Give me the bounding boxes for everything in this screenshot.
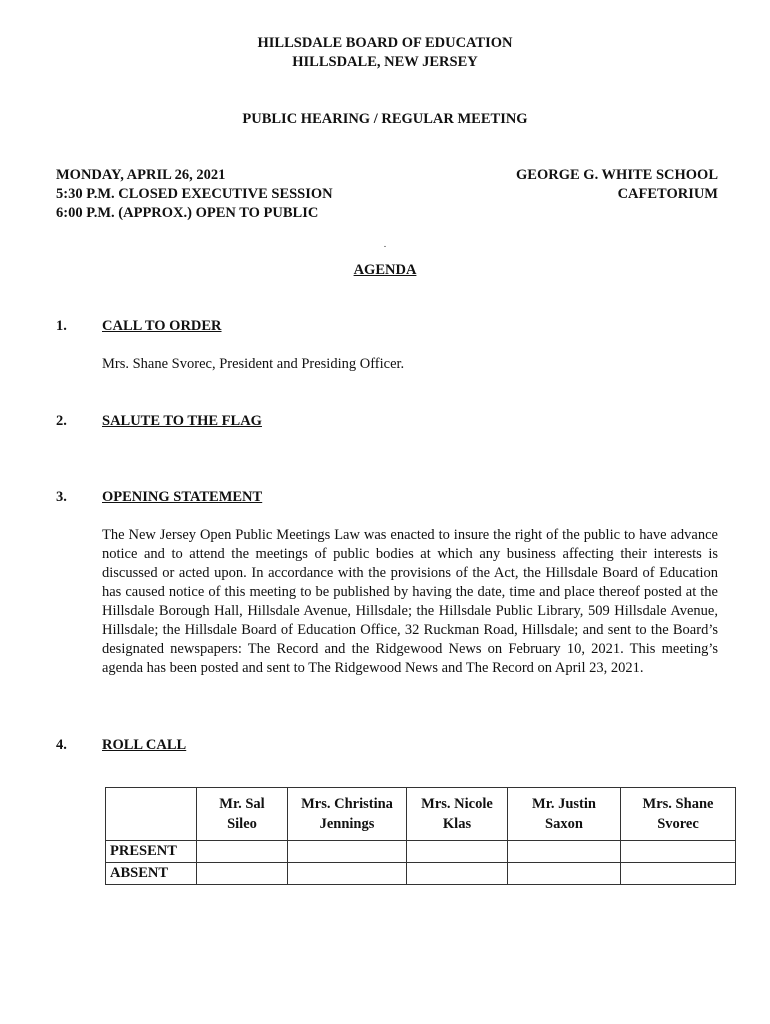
table-corner-cell: [106, 788, 197, 841]
district-name: HILLSDALE BOARD OF EDUCATION: [257, 35, 513, 51]
attendance-cell[interactable]: [197, 863, 288, 885]
section-title-salute-to-flag: SALUTE TO THE FLAG: [102, 413, 262, 429]
location-school: GEORGE G. WHITE SCHOOL: [516, 167, 718, 183]
attendance-cell[interactable]: [621, 863, 736, 885]
section-number: 2.: [56, 413, 67, 429]
attendance-cell[interactable]: [621, 841, 736, 863]
section-title-call-to-order: CALL TO ORDER: [102, 318, 222, 334]
row-label-present: PRESENT: [106, 841, 197, 863]
member-header-saxon: Mr. Justin Saxon: [508, 788, 621, 841]
presiding-officer-text: Mrs. Shane Svorec, President and Presiding Officer.: [102, 356, 405, 372]
closed-session-time: 5:30 P.M. CLOSED EXECUTIVE SESSION: [56, 186, 333, 202]
opening-statement-text: The New Jersey Open Public Meetings Law was enacted to insure the right of the public to have advance notice and to attend the meetings of public bodies at which any business affecting their interests is discussed or acted upon. In accordance with the provisions of the Act, the Hillsdale Board of Education has caused notice of this meeting to be published by having the date, time and place thereof posted at the Hillsdale Borough Hall, Hillsdale Avenue, Hillsdale; the Hillsdale Public Library, 509 Hillsdale Avenue, Hillsdale; the Hillsdale Board of Education Office, 32 Ruckman Road, Hillsdale; and sent to the Board’s designated newspapers: The Record and the Ridgewood News on February 10, 2021. This meeting’s agenda has been posted and sent to The Ridgewood News and The Record on April 23, 2021.: [102, 527, 718, 676]
table-row: [106, 841, 736, 863]
meeting-date: MONDAY, APRIL 26, 2021: [56, 167, 226, 183]
attendance-cell[interactable]: [407, 841, 508, 863]
agenda-title: AGENDA: [353, 262, 417, 278]
roll-call-table: [105, 787, 736, 885]
meeting-type: PUBLIC HEARING / REGULAR MEETING: [242, 111, 528, 127]
open-session-time: 6:00 P.M. (APPROX.) OPEN TO PUBLIC: [56, 205, 319, 221]
section-title-opening-statement: OPENING STATEMENT: [102, 489, 263, 505]
row-label-absent: ABSENT: [106, 863, 197, 885]
table-row: [106, 863, 736, 885]
attendance-cell[interactable]: [407, 863, 508, 885]
attendance-cell[interactable]: [288, 863, 407, 885]
district-location: HILLSDALE, NEW JERSEY: [292, 54, 478, 70]
attendance-cell[interactable]: [508, 863, 621, 885]
attendance-cell[interactable]: [197, 841, 288, 863]
location-room: CAFETORIUM: [617, 186, 718, 202]
attendance-cell[interactable]: [508, 841, 621, 863]
member-header-klas: Mrs. Nicole Klas: [407, 788, 508, 841]
stray-dot: .: [383, 239, 387, 249]
section-title-roll-call: ROLL CALL: [102, 737, 187, 753]
member-header-jennings: Mrs. Christina Jennings: [288, 788, 407, 841]
attendance-cell[interactable]: [288, 841, 407, 863]
section-number: 1.: [56, 318, 67, 334]
section-number: 3.: [56, 489, 67, 505]
member-header-sileo: Mr. Sal Sileo: [197, 788, 288, 841]
member-header-svorec: Mrs. Shane Svorec: [621, 788, 736, 841]
section-number: 4.: [56, 737, 67, 753]
table-row: [106, 788, 736, 841]
